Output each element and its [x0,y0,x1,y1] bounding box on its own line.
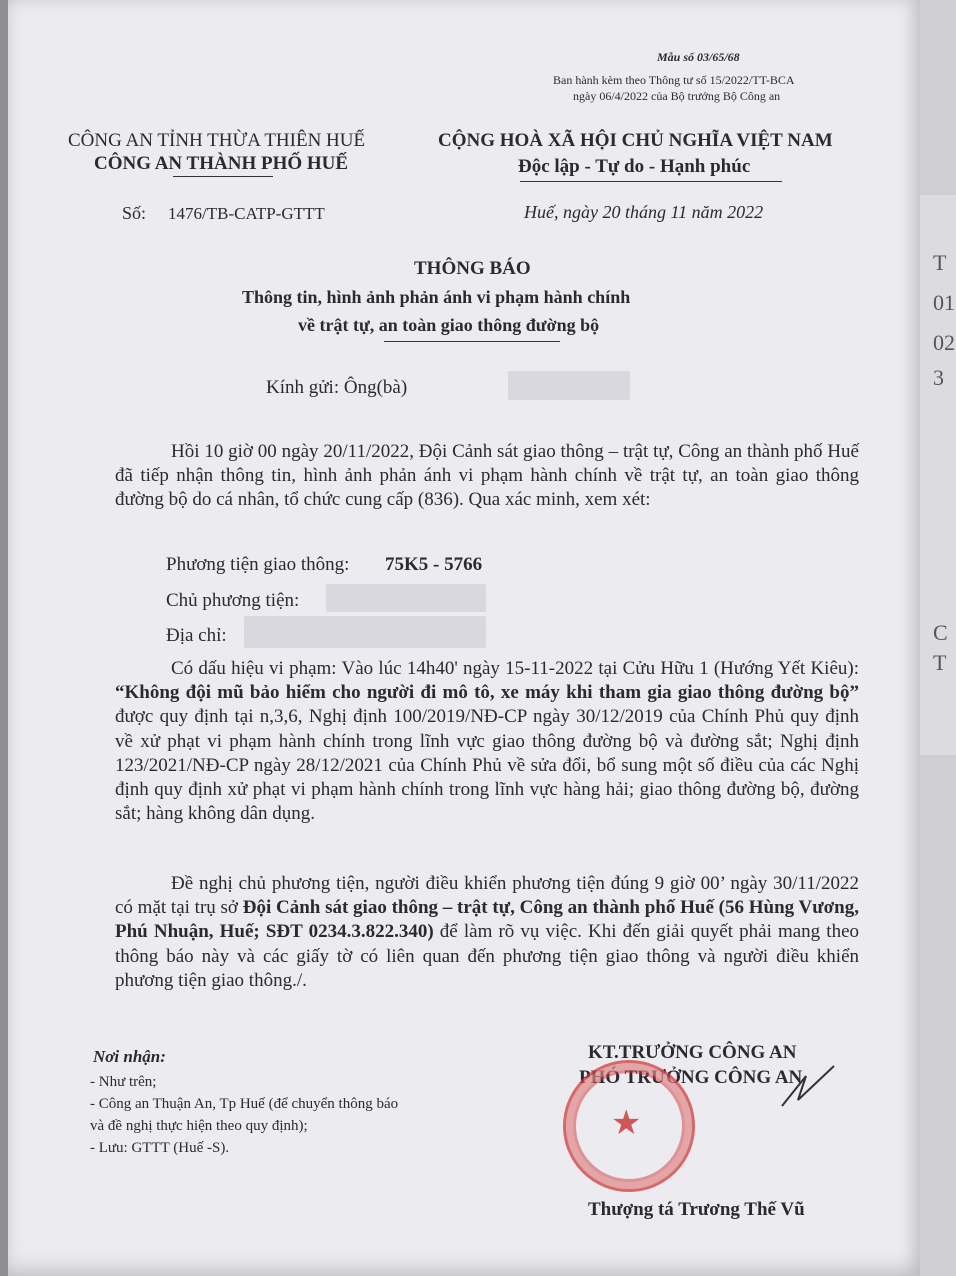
request-intro: Đề nghị chủ phương tiện, người điều khiển phương tiện đúng 9 giờ 00’ ngày 30/11/2022 có mặt tại trụ sở [115,873,859,919]
request-instructions: để làm rõ vụ việc. Khi đến giải quyết phải mang theo thông báo này và các giấy tờ có liên quan đến phương tiện giao thông và người điều khiển phương tiện giao thông./. [115,921,859,991]
address-label: Địa chỉ: [166,625,227,646]
motto-underline [520,181,782,182]
paragraph-request [115,872,859,993]
seal-star-icon: ★ [611,1105,642,1142]
violation-intro: Có dấu hiệu vi phạm: Vào lúc 14h40' ngày 15-11-2022 tại Cửu Hữu 1 (Hướng Yết Kiêu): [171,658,859,679]
violation-legal-basis: được quy định tại n,3,6, Nghị định 100/2019/NĐ-CP ngày 30/12/2019 của Chính Phủ quy định về xử phạt vi phạm hành chính trong lĩnh vực giao thông đường bộ và đường sắt; Nghị định 123/2021/NĐ-CP ngày 28/12/2021 của Chính Phủ về sửa đổi, bổ sung một số điều của các Nghị định quy định xử phạt vi phạm hành chính trong lĩnh vực hàng hải; giao thông đường bộ, đường sắt; hàng không dân dụng. [115,706,859,825]
ref-number: 1476/TB-CATP-GTTT [168,204,325,223]
owner-label: Chủ phương tiện: [166,590,300,611]
agency-underline [173,176,273,177]
recipients-item: - Công an Thuận An, Tp Huế (để chuyển thông báo [90,1096,399,1112]
form-number: Mẫu số 03/65/68 [657,50,740,64]
official-seal [563,1060,695,1192]
vehicle-plate: 75K5 - 5766 [385,554,483,575]
address-redacted [244,616,486,648]
recipient-name-redacted [508,371,630,400]
signature-line-1: KT.TRƯỞNG CÔNG AN [588,1042,797,1063]
recipients-title: Nơi nhận: [93,1047,166,1066]
adjacent-sheet: T 01 02 3 C T [915,195,956,755]
paragraph-intro [115,440,859,513]
vehicle-label: Phương tiện giao thông: [166,554,350,575]
paragraph-violation [115,657,859,826]
document-page [8,0,920,1276]
violation-description: “Không đội mũ bảo hiểm cho người đi mô tô, xe máy khi tham gia giao thông đường bộ” [115,682,859,704]
notice-subtitle-2: về trật tự, an toàn giao thông đường bộ [298,315,600,335]
request-office: Đội Cảnh sát giao thông – trật tự, Công an thành phố Huế (56 Hùng Vương, Phú Nhuận, Huế; SĐT 0234.3.822.340) [115,897,860,943]
title-underline [384,341,560,342]
agency-name: CÔNG AN THÀNH PHỐ HUẾ [94,153,349,174]
nation-motto: Độc lập - Tự do - Hạnh phúc [518,156,751,177]
nation-title: CỘNG HOÀ XÃ HỘI CHỦ NGHĨA VIỆT NAM [438,130,833,151]
notice-subtitle-1: Thông tin, hình ảnh phản ánh vi phạm hành chính [242,287,631,307]
signature-line-2: PHÓ TRƯỞNG CÔNG AN [579,1067,803,1088]
place-date: Huế, ngày 20 tháng 11 năm 2022 [524,202,764,222]
recipients-item: - Như trên; [90,1074,157,1090]
signature-mark [778,1062,838,1112]
paragraph-intro-text: Hồi 10 giờ 00 ngày 20/11/2022, Đội Cảnh sát giao thông – trật tự, Công an thành phố Huế đã tiếp nhận thông tin, hình ảnh phản ánh vi phạm hành chính về trật tự, an toàn giao thông đường bộ do cá nhân, tổ chức cung cấp (836). Qua xác minh, xem xét: [115,441,859,511]
recipient-label: Kính gửi: Ông(bà) [266,377,408,398]
form-issued-line1: Ban hành kèm theo Thông tư số 15/2022/TT-BCA [553,73,795,87]
ref-label: Số: [122,203,147,223]
form-issued-line2: ngày 06/4/2022 của Bộ trưởng Bộ Công an [573,89,781,103]
recipients-item: và đề nghị thực hiện theo quy định); [90,1118,308,1134]
recipients-item: - Lưu: GTTT (Huế -S). [90,1140,230,1156]
notice-title: THÔNG BÁO [414,258,531,279]
owner-name-redacted [326,584,486,612]
agency-parent: CÔNG AN TỈNH THỪA THIÊN HUẾ [68,130,366,151]
signature-name: Thượng tá Trương Thế Vũ [588,1199,805,1220]
